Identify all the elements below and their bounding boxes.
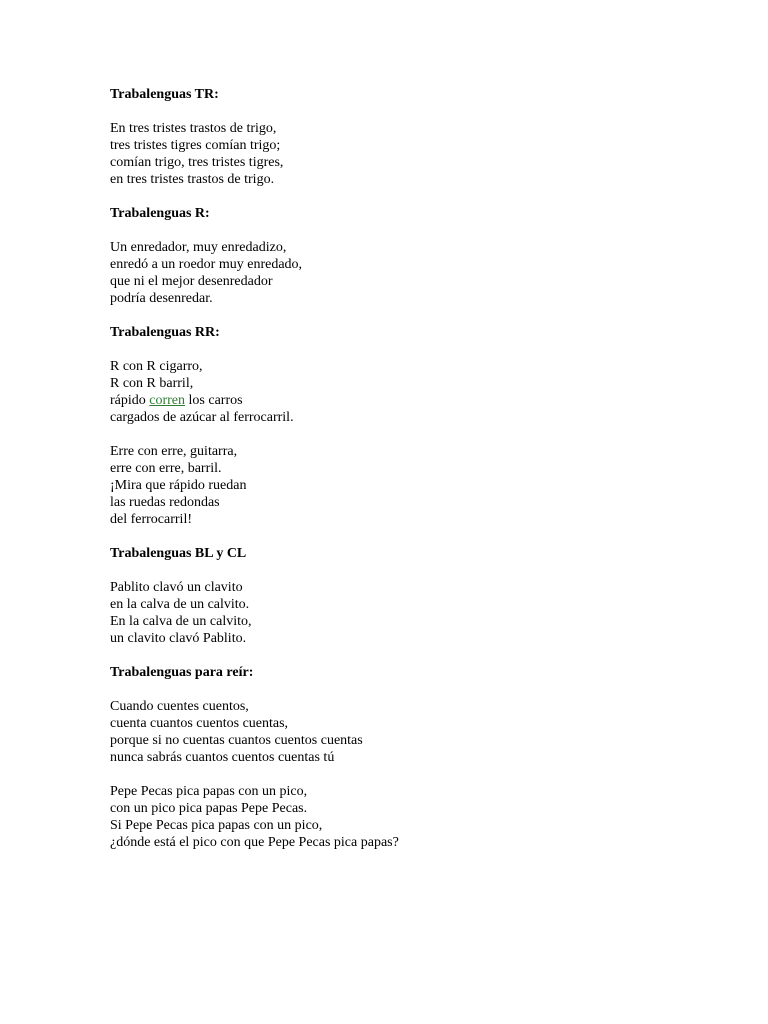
stanza (110, 443, 710, 528)
document-body (110, 86, 710, 868)
section-heading: Trabalenguas R: (110, 206, 210, 221)
section-trabalenguas-para-reir (110, 664, 710, 851)
verse-line: Un enredador, muy enredadizo, (110, 240, 287, 255)
verse-line: cuenta cuantos cuentos cuentas, (110, 716, 289, 731)
verse-line: ¿dónde está el pico con que Pepe Pecas pica papas? (110, 835, 399, 850)
verse-line: En tres tristes trastos de trigo, (110, 121, 277, 136)
verse-line: Si Pepe Pecas pica papas con un pico, (110, 818, 323, 833)
verse-line: en tres tristes trastos de trigo. (110, 172, 275, 187)
verse-line: Pablito clavó un clavito (110, 580, 243, 595)
verse-line: Pepe Pecas pica papas con un pico, (110, 784, 308, 799)
verse-line: del ferrocarril! (110, 512, 192, 527)
verse-text: rápido (110, 393, 150, 408)
section-heading: Trabalenguas RR: (110, 325, 220, 340)
verse-line: erre con erre, barril. (110, 461, 222, 476)
verse-line: que ni el mejor desenredador (110, 274, 273, 289)
section-trabalenguas-rr (110, 324, 710, 528)
verse-line: R con R barril, (110, 376, 194, 391)
verse-line-with-link (110, 392, 710, 409)
stanza (110, 698, 710, 766)
verse-line: En la calva de un calvito, (110, 614, 252, 629)
corren-link[interactable]: corren (149, 393, 186, 408)
section-trabalenguas-r (110, 205, 710, 307)
verse-line: Cuando cuentes cuentos, (110, 699, 249, 714)
verse-line: R con R cigarro, (110, 359, 203, 374)
verse-line: podría desenredar. (110, 291, 213, 306)
verse-line: con un pico pica papas Pepe Pecas. (110, 801, 308, 816)
verse-line: un clavito clavó Pablito. (110, 631, 247, 646)
verse-line: cargados de azúcar al ferrocarril. (110, 410, 294, 425)
section-trabalenguas-bl-cl (110, 545, 710, 647)
section-heading: Trabalenguas para reír: (110, 665, 254, 680)
verse-text: los carros (185, 393, 243, 408)
stanza (110, 120, 710, 188)
verse-line: tres tristes tigres comían trigo; (110, 138, 281, 153)
verse-line: nunca sabrás cuantos cuentos cuentas tú (110, 750, 335, 765)
verse-line: en la calva de un calvito. (110, 597, 250, 612)
verse-line: enredó a un roedor muy enredado, (110, 257, 303, 272)
verse-line: Erre con erre, guitarra, (110, 444, 238, 459)
section-heading: Trabalenguas TR: (110, 87, 219, 102)
section-trabalenguas-tr (110, 86, 710, 188)
stanza (110, 358, 710, 426)
stanza (110, 783, 710, 851)
verse-line: porque si no cuentas cuantos cuentos cuentas (110, 733, 363, 748)
section-heading: Trabalenguas BL y CL (110, 546, 247, 561)
stanza (110, 579, 710, 647)
verse-line: las ruedas redondas (110, 495, 220, 510)
verse-line: ¡Mira que rápido ruedan (110, 478, 247, 493)
stanza (110, 239, 710, 307)
verse-line: comían trigo, tres tristes tigres, (110, 155, 284, 170)
